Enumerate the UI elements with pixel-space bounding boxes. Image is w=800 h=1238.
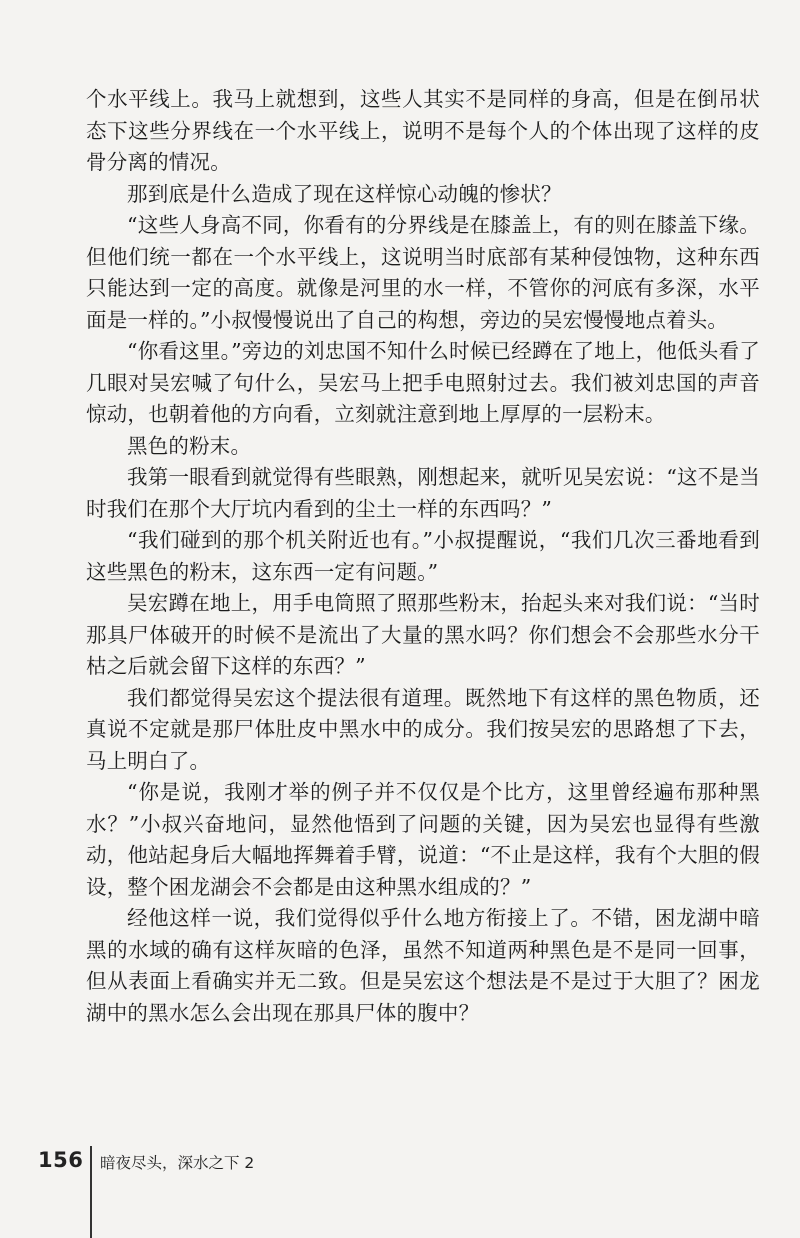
paragraph: 个水平线上。我马上就想到，这些人其实不是同样的身高，但是在倒吊状态下这些分界线在一个水平线上，说明不是每个人的个体出现了这样的皮骨分离的情况。	[86, 87, 760, 174]
paragraph: 我们都觉得吴宏这个提法很有道理。既然地下有这样的黑色物质，还真说不定就是那尸体肚皮中黑水中的成分。我们按吴宏的思路想了下去，马上明白了。	[86, 685, 760, 773]
paragraph: “我们碰到的那个机关附近也有。”小叔提醒说，“我们几次三番地看到这些黑色的粉末，这东西一定有问题。”	[86, 528, 760, 584]
page-number: 156	[38, 1148, 84, 1172]
paragraph: 那到底是什么造成了现在这样惊心动魄的惨状？	[127, 181, 562, 206]
running-title: 暗夜尽头，深水之下 2	[100, 1154, 255, 1172]
paragraph: 经他这样一说，我们觉得似乎什么地方衔接上了。不错，困龙湖中暗黑的水域的确有这样灰暗的色泽，虽然不知道两种黑色是不是同一回事，但从表面上看确实并无二致。但是吴宏这个想法是不是过于大胆了？困龙湖中的黑水怎么会出现在那具尸体的腹中？	[86, 906, 760, 1025]
page-footer	[38, 1146, 438, 1236]
paragraph: 我第一眼看到就觉得有些眼熟，刚想起来，就听见吴宏说：“这不是当时我们在那个大厅坑内看到的尘土一样的东西吗？”	[86, 465, 760, 521]
paragraph: 吴宏蹲在地上，用手电筒照了照那些粉末，抬起头来对我们说：“当时那具尸体破开的时候不是流出了大量的黑水吗？你们想会不会那些水分干枯之后就会留下这样的东西？”	[86, 591, 760, 678]
paragraph: “这些人身高不同，你看有的分界线是在膝盖上，有的则在膝盖下缘。但他们统一都在一个水平线上，这说明当时底部有某种侵蚀物，这种东西只能达到一定的高度。就像是河里的水一样，不管你的河底有多深，水平面是一样的。”小叔慢慢说出了自己的构想，旁边的吴宏慢慢地点着头。	[86, 213, 760, 332]
paragraph: 黑色的粉末。	[127, 433, 252, 458]
paragraph: “你看这里。”旁边的刘忠国不知什么时候已经蹲在了地上，他低头看了几眼对吴宏喊了句什么，吴宏马上把手电照射过去。我们被刘忠国的声音惊动，也朝着他的方向看，立刻就注意到地上厚厚的一层粉末。	[86, 339, 760, 426]
body-text	[86, 84, 760, 1029]
paragraph: “你是说，我刚才举的例子并不仅仅是个比方，这里曾经遍布那种黑水？”小叔兴奋地问，显然他悟到了问题的关键，因为吴宏也显得有些激动，他站起身后大幅地挥舞着手臂，说道：“不止是这样，我有个大胆的假设，整个困龙湖会不会都是由这种黑水组成的？”	[86, 780, 760, 899]
footer-divider	[90, 1146, 92, 1238]
